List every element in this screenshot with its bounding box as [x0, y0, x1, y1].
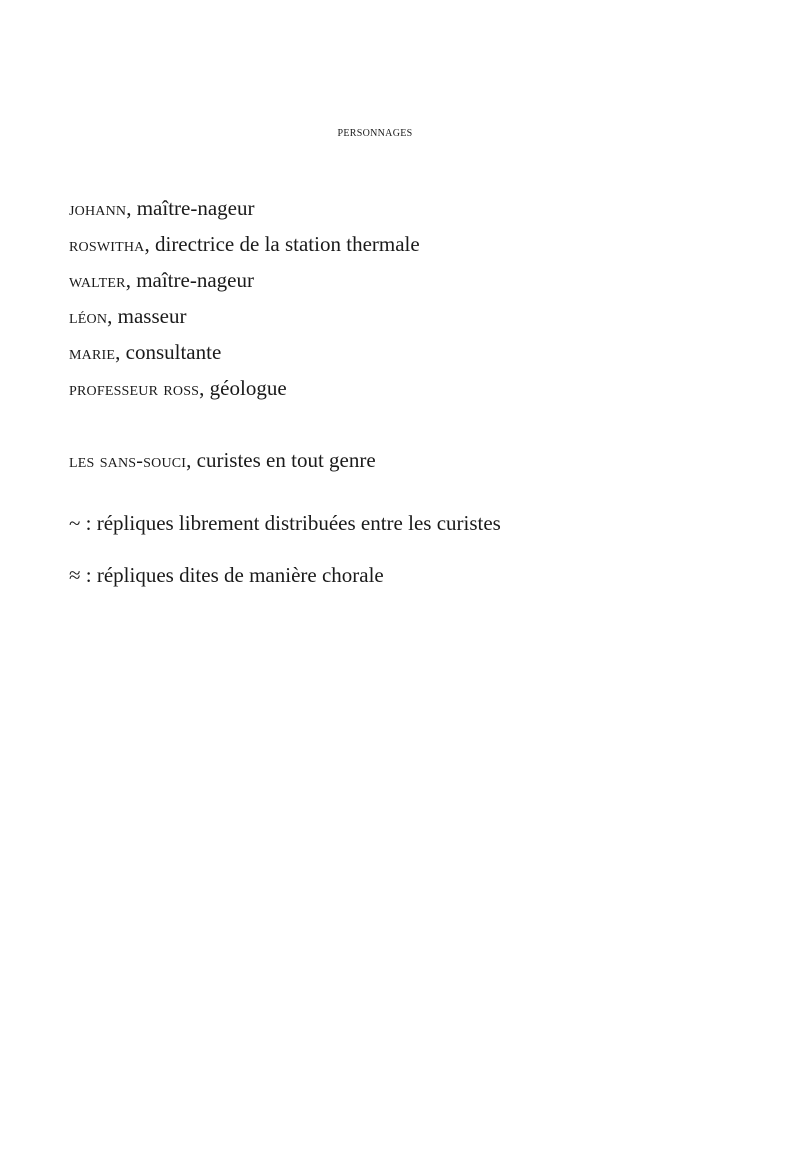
character-role: directrice de la station thermale [154, 232, 420, 256]
separator: , [199, 376, 210, 400]
cast-item [69, 266, 420, 302]
separator: , [186, 448, 197, 472]
separator: , [126, 196, 137, 220]
legend-text: : répliques dites de manière chorale [80, 563, 384, 587]
cast-item [69, 374, 420, 410]
character-name: walter [69, 270, 126, 292]
character-name: marie [69, 342, 116, 364]
cast-item [69, 230, 420, 266]
separator: , [115, 340, 126, 364]
group-name: les sans-souci [69, 450, 187, 472]
character-name: professeur ross [69, 378, 200, 400]
character-role: masseur [117, 304, 187, 328]
character-role: maître-nageur [136, 196, 255, 220]
separator: , [125, 268, 137, 292]
approx-symbol: ≈ [69, 563, 81, 587]
character-name: roswitha [69, 234, 145, 256]
separator: , [107, 304, 118, 328]
group-role: curistes en tout genre [196, 448, 376, 472]
character-role: consultante [125, 340, 222, 364]
character-name: johann [69, 198, 127, 220]
tilde-symbol: ~ [69, 511, 81, 535]
cast-item [69, 302, 420, 338]
character-role: maître-nageur [136, 268, 254, 292]
cast-item [69, 194, 420, 230]
character-name: léon [69, 306, 108, 328]
cast-list [69, 194, 420, 410]
legend-approx [69, 561, 384, 589]
group-entry [69, 446, 376, 475]
page-heading: personnages [337, 124, 413, 140]
character-role: géologue [209, 376, 287, 400]
legend-text: : répliques librement distribuées entre les curistes [80, 511, 501, 535]
cast-item [69, 338, 420, 374]
legend-tilde [69, 509, 501, 537]
separator: , [144, 232, 155, 256]
